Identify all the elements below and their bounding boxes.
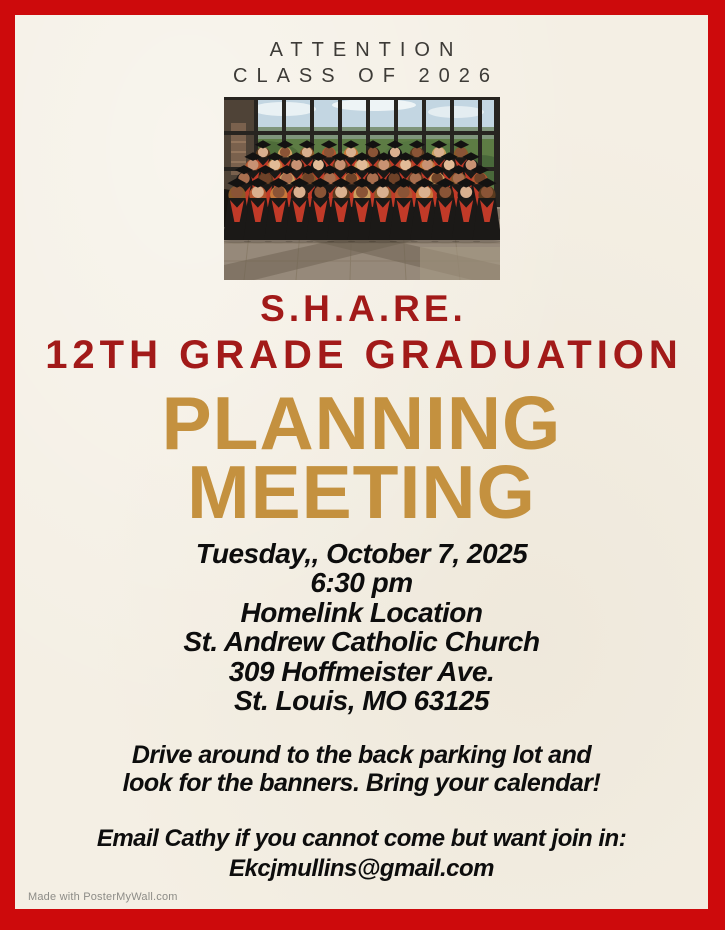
- detail-city: St. Louis, MO 63125: [233, 684, 490, 716]
- event-details: [15, 539, 708, 715]
- detail-venue: St. Andrew Catholic Church: [183, 626, 540, 658]
- class-photo-illustration: [224, 97, 500, 280]
- detail-street: 309 Hoffmeister Ave.: [228, 655, 495, 687]
- title-planning: PLANNING: [161, 381, 562, 465]
- detail-date: Tuesday,, October 7, 2025: [195, 538, 528, 569]
- attention-line-2: CLASS OF 2026: [233, 65, 499, 87]
- title-planning-meeting: [15, 381, 708, 534]
- note-email: [15, 824, 708, 884]
- note-parking-line-2: look for the banners. Bring your calendar!: [122, 769, 601, 798]
- title-meeting: MEETING: [187, 450, 536, 534]
- detail-time: 6:30 pm: [310, 567, 413, 599]
- note-email-line: Email Cathy if you cannot come but want join in:: [96, 825, 627, 853]
- title-share: S.H.A.RE.: [260, 288, 467, 329]
- made-with-label: Made with PosterMyWall.com: [28, 891, 178, 903]
- graduates-group: [224, 140, 500, 243]
- title-grade-graduation: 12TH GRADE GRADUATION: [45, 333, 683, 377]
- email-address: Ekcjmullins@gmail.com: [229, 855, 494, 883]
- attention-line-1: ATTENTION: [269, 39, 463, 61]
- note-parking-line-1: Drive around to the back parking lot and: [131, 741, 592, 770]
- note-parking: [15, 741, 708, 797]
- class-photo: [224, 97, 500, 280]
- attention-heading: [15, 37, 708, 89]
- detail-location-name: Homelink Location: [240, 596, 483, 628]
